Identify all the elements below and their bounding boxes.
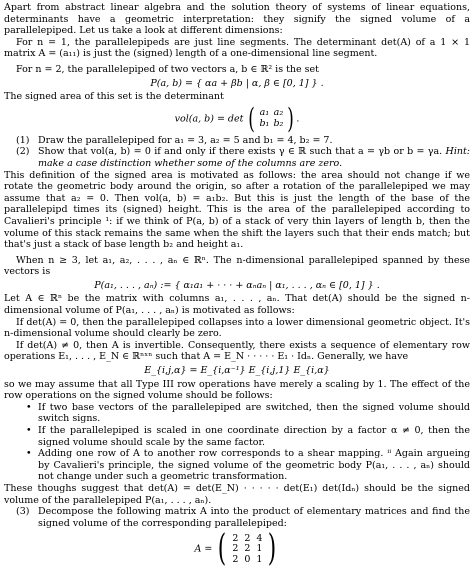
- item-number: (3): [16, 506, 30, 518]
- bullet-icon: •: [26, 401, 32, 413]
- vol-lhs: vol(a, b) = det: [174, 113, 244, 125]
- elementary-equation: E_{i,j,α} = E_{i,α⁻¹} E_{i,j,1} E_{i,α}: [144, 365, 330, 377]
- signed-area-text: The signed area of this set is the determinant: [4, 91, 224, 103]
- n3-paragraph: When n ≥ 3, let a₁, a₂, . . . , aₙ ∈ ℝⁿ. The n-dimensional parallelepiped spanned by these vectors is: [4, 254, 470, 278]
- bullet-item: [4, 402, 470, 425]
- vol-equation: vol(a, b) = det ( a₁ a₂ b₁ b₂ ) .: [174, 101, 300, 135]
- exercise-item-1: [4, 135, 470, 147]
- item-hint: Hint: make a case distinction whether some of the columns are zero.: [38, 146, 470, 169]
- n2-paragraph: For n = 2, the parallelepiped of two vectors a, b ∈ ℝ² is the set: [16, 63, 319, 75]
- motivation-paragraph: This definition of the signed area is motivated as follows: the area should not change if we rotate the geometric body around the origin, so after a rotation of the parallelepiped we may assume that a₂ = 0. Then vol(a, b) = a₁b₂. But this is just the length of the base of the parallelepipd times its (signed) height. This is the area of the parallelepiped according to Cavalieri's principle ¹: if we think of P(a, b) of a stack of very thin layers of length b, then the volume of this stack remains the same when the shift the layers such that their ends match; but that's just a stack of base length b₂ and height a₁.: [4, 169, 470, 251]
- matrix-cell: 2: [232, 543, 239, 555]
- matrix-cell: 1: [256, 553, 263, 565]
- vol-matrix-cell: b₂: [273, 117, 284, 129]
- n3-set-equation: P(a₁, . . . , aₙ) := { α₁a₁ + · · · + αₙaₙ | α₁, . . . , αₙ ∈ [0, 1] } .: [94, 279, 380, 291]
- vol-matrix-cell: b₁: [259, 117, 270, 129]
- matrix-cell: 2: [244, 543, 251, 555]
- type-iii-paragraph: so we may assume that all Type III row operations have merely a scaling by 1. The effect of the row operations on the signed volume should be follows:: [4, 378, 470, 402]
- matrix-cell: 4: [256, 532, 263, 544]
- bullet-text: If the parallelepiped is scaled in one coordinate direction by a factor α ≠ 0, then the signed volume should scale by the same factor.: [38, 425, 470, 448]
- vol-matrix: ( a₁ a₂ b₁ b₂ ): [248, 101, 295, 135]
- bullet-text: If two base vectors of the parallelepiped are switched, then the signed volume should switch signs.: [38, 401, 470, 425]
- det-nonzero-paragraph: If det(A) ≠ 0, then A is invertible. Consequently, there exists a sequence of elementary row operations E₁, . . . , E_N ∈ ℝⁿˣⁿ such that A = E_N · · · · · E₁ · Idₙ. Generally, we have: [4, 339, 470, 363]
- matrix-cell: 2: [232, 553, 239, 565]
- n1-paragraph: For n = 1, the parallelepipeds are just line segments. The determinant det(A) of a 1 × 1 matrix A = (a₁₁) is just the (signed) length of a one-dimensional line segment.: [4, 36, 470, 60]
- exercise-item-3: [4, 506, 470, 529]
- item-text: Show that vol(a, b) = 0 if and only if there exists γ ∈ ℝ such that a = γb or b = γa.: [38, 146, 443, 158]
- thoughts-paragraph: These thoughs suggest that det(A) = det(E_N) · · · · · det(E₁) det(Idₙ) should be the signed volume of the parallelepiped P(a₁, . . . , aₙ).: [4, 482, 470, 506]
- n2-set-equation: P(a, b) = { αa + βb | α, β ∈ [0, 1] } .: [150, 77, 324, 89]
- matrix-cell: 0: [244, 553, 251, 565]
- bullet-item: [4, 448, 470, 483]
- matrix-cell: 2: [244, 532, 251, 544]
- item-text: Decompose the following matrix A into the product of elementary matrices and find the signed volume of the corresponding parallelepiped:: [38, 506, 470, 529]
- bullet-icon: •: [26, 425, 32, 436]
- bullet-text: Adding one row of A to another row corresponds to a shear mapping. ⁱⁱ Again argueing by Cavalieri's principle, the signed volume of the geometric body P(a₁, . . . , aₙ) should not change under such a geometric transformation.: [38, 448, 470, 483]
- det-zero-paragraph: If det(A) = 0, then the parallelepiped collapses into a lower dimensional geometric object. It's n-dimensional volume should clearly be zero.: [4, 316, 470, 340]
- bullet-icon: •: [26, 448, 32, 460]
- final-matrix-equation: [4, 528, 470, 570]
- vol-matrix-cell: a₁: [259, 107, 270, 119]
- let-a-paragraph: Let A ∈ ℝⁿ be the matrix with columns a₁, . . . , aₙ. That det(A) should be the signed n-dimensional volume of P(a₁, . . . , aₙ) is motivated as follows:: [4, 293, 470, 317]
- matrix-cell: 1: [256, 543, 263, 555]
- final-matrix: ( 2 2 4 2 2 1 2 0 1 ): [218, 528, 277, 570]
- item-number: (1): [16, 134, 30, 146]
- exercise-item-2: [4, 146, 470, 169]
- item-text: Draw the parallelepiped for a₁ = 3, a₂ = 5 and b₁ = 4, b₂ = 7.: [38, 134, 333, 146]
- item-number: (2): [16, 146, 30, 158]
- matrix-cell: 2: [232, 532, 239, 544]
- bullet-item: [4, 425, 470, 448]
- final-matrix-lhs: A =: [194, 543, 213, 555]
- intro-paragraph: Apart from abstract linear algebra and the solution theory of systems of linear equations, determinants have a geometric interpretation: they signify the signed volume of a parallelepiped. Let us take a look at different dimensions:: [4, 2, 470, 37]
- vol-matrix-cell: a₂: [273, 107, 284, 119]
